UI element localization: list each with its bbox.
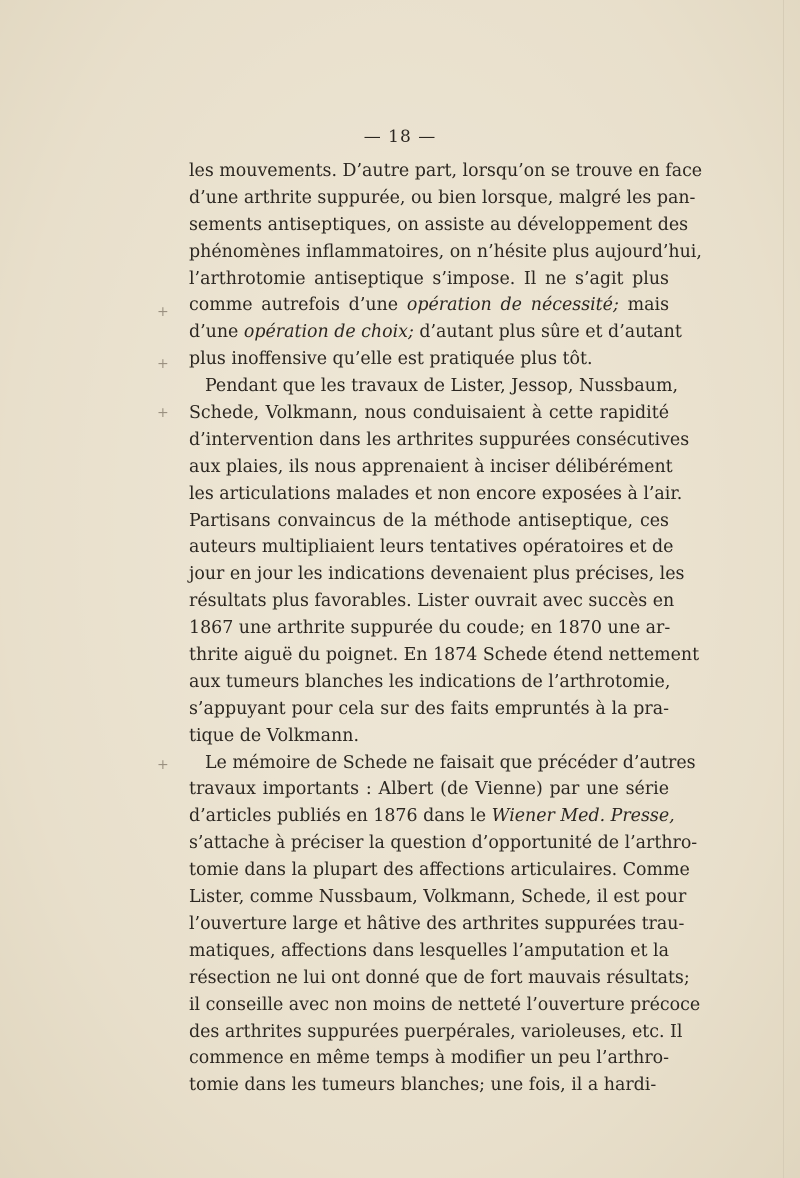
text-line: tomie dans les tumeurs blanches; une fois, il a hardi- [189, 1075, 657, 1096]
margin-mark: + [157, 405, 169, 421]
text-segment: comme autrefois d’une [189, 295, 407, 316]
text-line: tique de Volkmann. [189, 725, 359, 746]
text-line: Schede, Volkmann, nous conduisaient à cette rapidité [189, 403, 669, 424]
text-segment: d’articles publiés en 1876 dans le [189, 806, 492, 827]
text-line: d’intervention dans les arthrites suppurées consécutives [189, 429, 690, 450]
text-line [189, 292, 669, 319]
text-line: résection ne lui ont donné que de fort mauvais résultats; [189, 967, 690, 988]
text-segment: d’autant plus sûre et d’autant [413, 322, 682, 343]
text-line: Partisans convaincus de la méthode antiseptique, ces [189, 510, 669, 531]
margin-mark: + [157, 757, 169, 773]
italic-phrase: Wiener Med. Presse, [491, 806, 675, 827]
text-line: plus inoffensive qu’elle est pratiquée plus tôt. [189, 349, 593, 370]
text-line: aux tumeurs blanches les indications de l’arthrotomie, [189, 671, 671, 692]
text-line: aux plaies, ils nous apprenaient à inciser délibérément [189, 456, 673, 477]
text-line: s’attache à préciser la question d’opportunité de l’arthro- [189, 833, 698, 854]
body-text [189, 158, 703, 1099]
text-line: tomie dans la plupart des affections articulaires. Comme [189, 860, 690, 881]
text-line: l’ouverture large et hâtive des arthrites suppurées trau- [189, 913, 685, 934]
text-line: des arthrites suppurées puerpérales, varioleuses, etc. Il [189, 1021, 683, 1042]
text-line: s’appuyant pour cela sur des faits empruntés à la pra- [189, 698, 669, 719]
text-line: Le mémoire de Schede ne faisait que précéder d’autres [205, 752, 696, 773]
text-line: l’arthrotomie antiseptique s’impose. Il ne s’agit plus [189, 268, 669, 289]
text-line: commence en même temps à modifier un peu l’arthro- [189, 1048, 669, 1069]
text-line: les articulations malades et non encore exposées à l’air. [189, 483, 683, 504]
text-line: d’une arthrite suppurée, ou bien lorsque, malgré les pan- [189, 187, 696, 208]
text-line: résultats plus favorables. Lister ouvrait avec succès en [189, 591, 675, 612]
text-segment: d’une [189, 322, 244, 343]
text-line [189, 319, 682, 346]
text-line [189, 803, 675, 830]
text-segment: mais [618, 295, 669, 316]
text-line: jour en jour les indications devenaient plus précises, les [189, 564, 685, 585]
text-line: Pendant que les travaux de Lister, Jessop, Nussbaum, [205, 376, 678, 397]
margin-mark: + [157, 304, 169, 320]
text-line: sements antiseptiques, on assiste au développement des [189, 214, 689, 235]
italic-phrase: opération de nécessité; [406, 295, 619, 316]
text-line: matiques, affections dans lesquelles l’amputation et la [189, 940, 669, 961]
text-line: auteurs multipliaient leurs tentatives opératoires et de [189, 537, 674, 558]
italic-phrase: opération de choix; [243, 322, 414, 343]
text-line: 1867 une arthrite suppurée du coude; en 1870 une ar- [189, 618, 671, 639]
text-line: Lister, comme Nussbaum, Volkmann, Schede, il est pour [189, 887, 687, 908]
text-line: il conseille avec non moins de netteté l’ouverture précoce [189, 994, 701, 1015]
page-number: — 18 — [363, 127, 437, 147]
text-line: les mouvements. D’autre part, lorsqu’on se trouve en face [189, 161, 703, 181]
text-line: thrite aiguë du poignet. En 1874 Schede étend nettement [189, 645, 700, 666]
margin-mark: + [157, 356, 169, 372]
text-line: travaux importants : Albert (de Vienne) par une série [189, 779, 669, 800]
text-line: phénomènes inflammatoires, on n’hésite plus aujourd’hui, [189, 241, 702, 262]
page-edge [783, 0, 784, 1178]
